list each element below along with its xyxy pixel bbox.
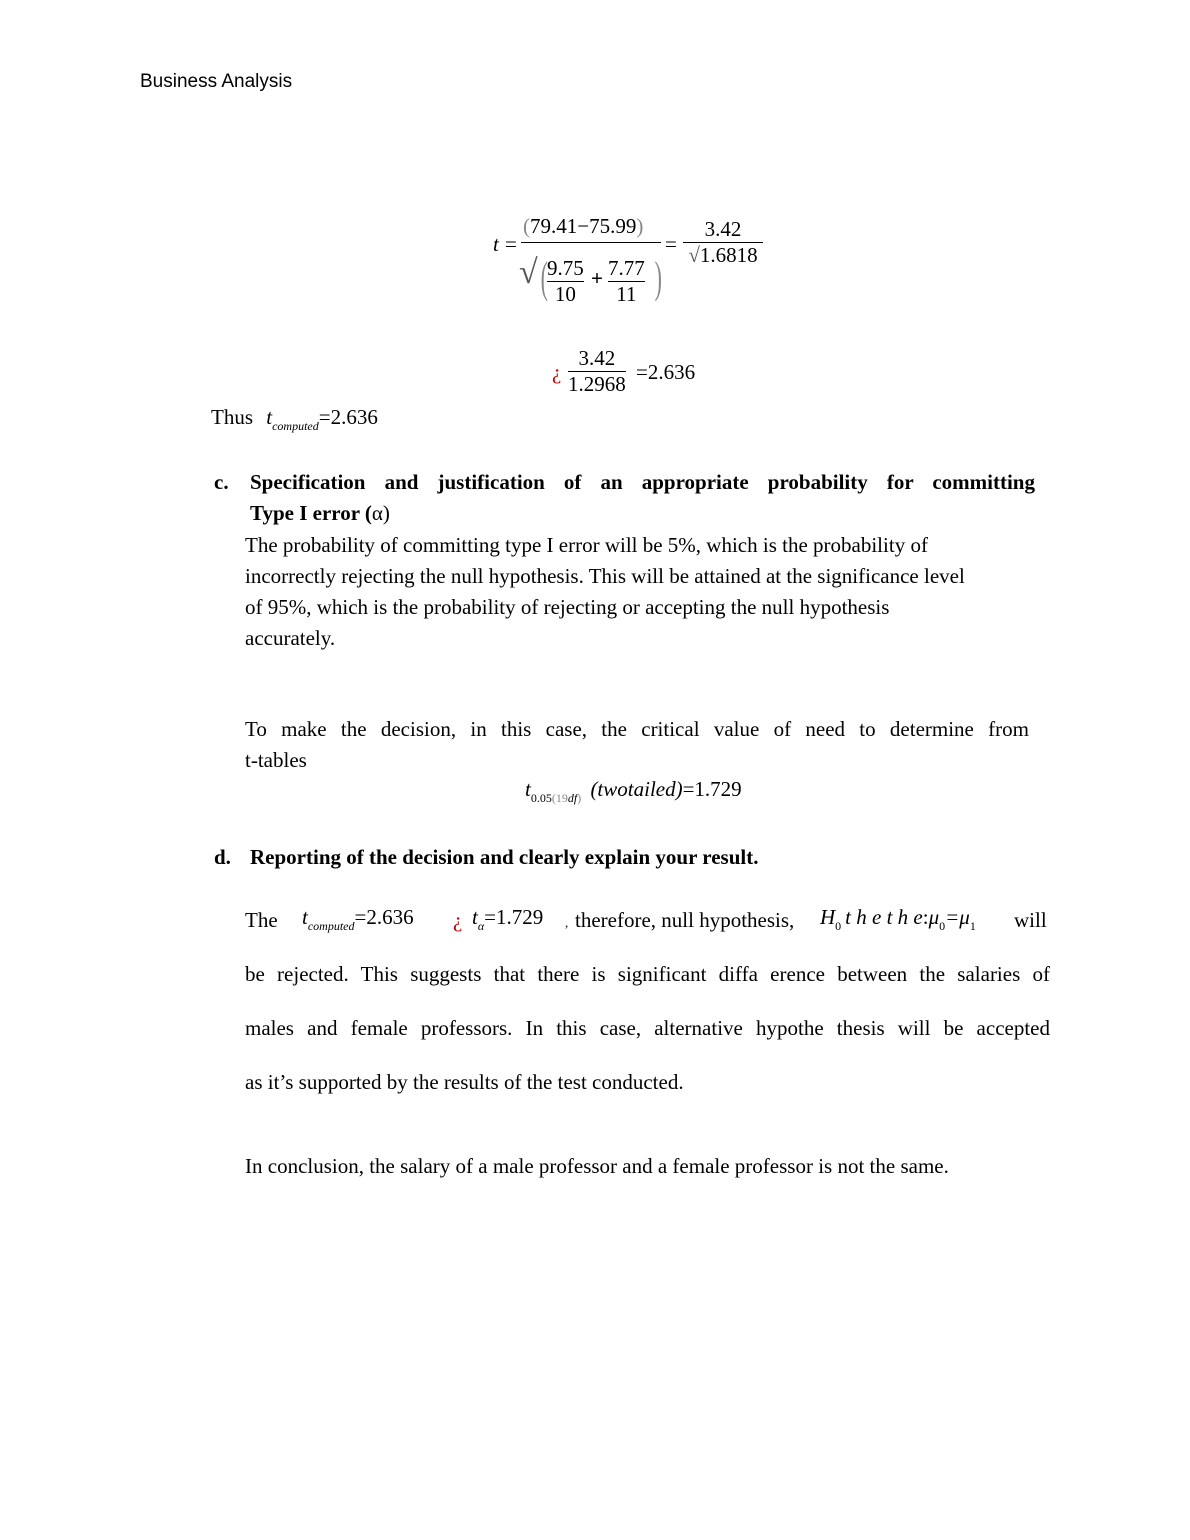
critical-value-equation: $t_{0.05(19df)}$ (twotailed)=1.729 [525,777,742,805]
eq2-prefix: ¿ [552,360,562,384]
d-tcomputed: $t_{computed}=2.636$ [302,905,414,933]
eq-equals: = [505,232,517,256]
section-d-line2: be rejected. This suggests that there is significant diffa erence between the salaries of [245,962,1050,986]
paren-left: ( [540,253,548,302]
equation-result [552,346,752,402]
section-c-heading-line1: Specification and justification of an appropriate probability for committing [250,470,1035,494]
para1-line4: accurately. [245,626,336,650]
d-talpha: $t_\alpha=1.729$ [472,905,544,933]
den-fraction-b [608,256,645,307]
section-d-line3: males and female professors. In this case, alternative hypothe thesis will be accepted [245,1016,1050,1040]
thus-word: Thus [211,405,253,429]
section-d-heading: Reporting of the decision and clearly explain your result. [250,845,759,869]
conclusion: In conclusion, the salary of a male professor and a female professor is not the same. [245,1154,949,1178]
decision-line2: t-tables [245,748,307,772]
para1-line3: of 95%, which is the probability of rejecting or accepting the null hypothesis [245,595,890,619]
paren-right: ) [654,253,662,302]
eq-fraction-bar [521,242,661,243]
eq2-den: 1.2968 [568,372,626,396]
eq-equals-2: = [665,232,677,256]
equation-t-statistic [493,214,793,314]
den-a-num: 9.75 [547,256,584,280]
crit-label: (twotailed) [590,777,683,801]
rhs-fraction [683,217,763,268]
section-c-heading-line2: Type I error (α) [250,501,390,525]
thus-sub: computed [272,419,319,433]
sqrt-sign: √ [519,254,538,291]
section-c-paragraph [245,530,1055,654]
thus-value: =2.636 [318,405,378,429]
eq-numerator: (79.41−75.99) [523,214,644,238]
thus-t: t [266,405,273,429]
thus-line [211,405,378,433]
section-d-line1: The $t_{computed}=2.636$ ¿ $t_\alpha=1.729$ , therefore, null hypothesis, $H_0$ t h e t h $e:\mu_0=\mu_1$ will [245,905,1047,933]
d-null-hypothesis: $H_0$ t h e t h $e:\mu_0=\mu_1$ [820,905,976,933]
den-b-den: 11 [608,281,645,307]
den-b-num: 7.77 [608,256,645,280]
para1-line1: The probability of committing type I error will be 5%, which is the probability of [245,533,928,557]
den-fraction-a [547,256,584,307]
eq2-fraction [568,346,626,397]
page-header: Business Analysis [140,71,293,92]
para1-line2: incorrectly rejecting the null hypothesis. This will be attained at the significance level [245,564,965,588]
crit-t: t [525,777,531,801]
section-d-letter: d. [214,845,231,869]
section-d-line4: as it’s supported by the results of the test conducted. [245,1070,684,1094]
den-a-den: 10 [547,281,584,307]
section-c-letter: c. [214,470,229,494]
eq-numerator-text: 79.41−75.99 [530,214,637,238]
plus-sign: + [591,266,603,290]
rhs-den: √1.6818 [683,242,763,268]
rhs-num: 3.42 [704,217,742,241]
crit-value: =1.729 [682,777,742,801]
eq-lhs-t: t [493,232,499,256]
decision-line1: To make the decision, in this case, the critical value of need to determine from [245,717,1029,741]
eq2-num: 3.42 [578,346,616,370]
eq2-result: =2.636 [636,360,696,384]
